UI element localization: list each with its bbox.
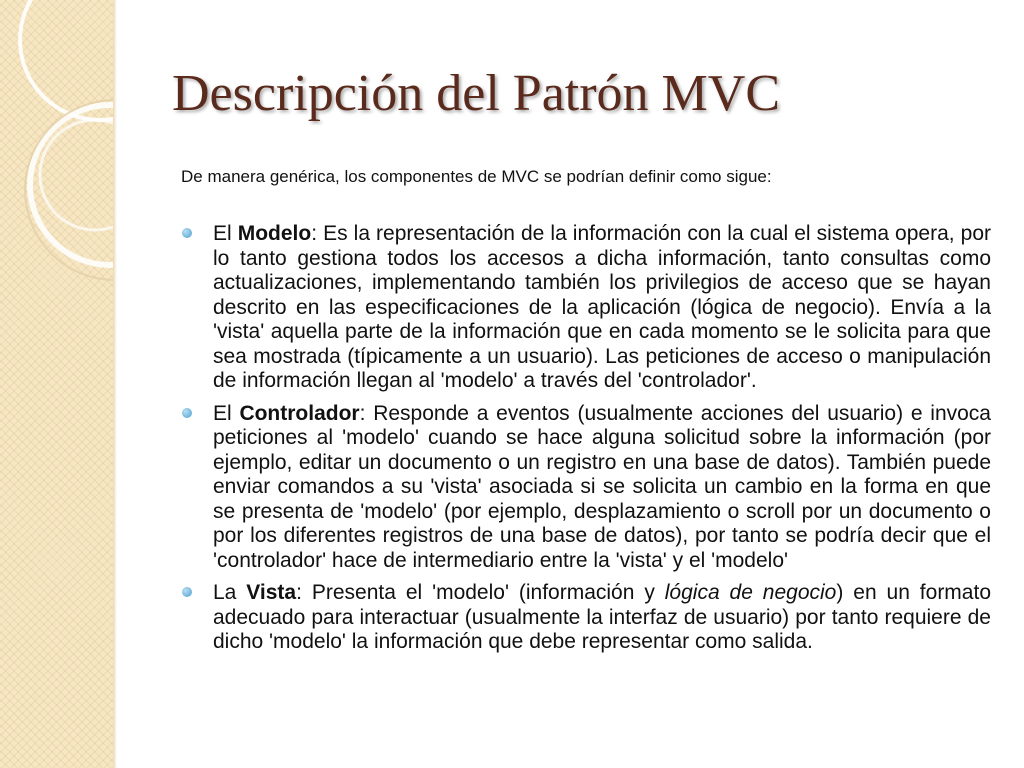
bullet-controlador: [213, 402, 991, 574]
intro-text: De manera genérica, los componentes de MVC se podrían definir como sigue:: [181, 167, 772, 186]
bullet-italic-term: lógica de negocio: [664, 581, 837, 604]
bullet-list: [213, 222, 991, 663]
bullet-dot-icon: [182, 587, 192, 597]
bullet-body-part-b: ) en un formato adecuado para interactuar (usualmente la interfaz de usuario) por tanto requiere de dicho 'modelo' la información que debe representar como salida.: [213, 581, 991, 653]
bullet-term-modelo: Modelo: [237, 222, 312, 245]
decorative-sidebar: [0, 0, 113, 768]
bullet-prefix: El: [213, 222, 238, 245]
bullet-body-part-a: : Presenta el 'modelo' (información y: [296, 581, 665, 604]
bullet-dot-icon: [182, 228, 192, 238]
bullet-prefix: La: [213, 581, 247, 604]
bullet-term-vista: Vista: [246, 581, 297, 604]
bullet-term-controlador: Controlador: [239, 401, 360, 425]
bullet-modelo: [213, 222, 991, 394]
bullet-body: : Responde a eventos (usualmente acciones del usuario) e invoca peticiones al 'modelo' cuando se hace alguna solicitud sobre la información (por ejemplo, editar un documento o un registro en una base de datos). También puede enviar comandos a su 'vista' asociada si se solicita un cambio en la forma en que se presenta de 'modelo' (por ejemplo, desplazamiento o scroll por un documento o por los diferentes registros de una base de datos), por tanto se podría decir que el 'controlador' hace de intermediario entre la 'vista' y el 'modelo': [213, 401, 991, 572]
bullet-body: : Es la representación de la información con la cual el sistema opera, por lo tanto gestiona todos los accesos a dicha información, tanto consultas como actualizaciones, implementando también los privilegios de acceso que se hayan descrito en las especificaciones de la aplicación (lógica de negocio). Envía a la 'vista' aquella parte de la información que en cada momento se le solicita para que sea mostrada (típicamente a un usuario). Las peticiones de acceso o manipulación de información llegan al 'modelo' a través del 'controlador'.: [213, 222, 991, 392]
decorative-rings: [0, 0, 113, 768]
slide-title: Descripción del Patrón MVC: [172, 65, 781, 122]
bullet-vista: [213, 581, 991, 655]
bullet-prefix: El: [213, 401, 240, 425]
sidebar-edge: [113, 0, 117, 768]
bullet-dot-icon: [182, 408, 192, 418]
